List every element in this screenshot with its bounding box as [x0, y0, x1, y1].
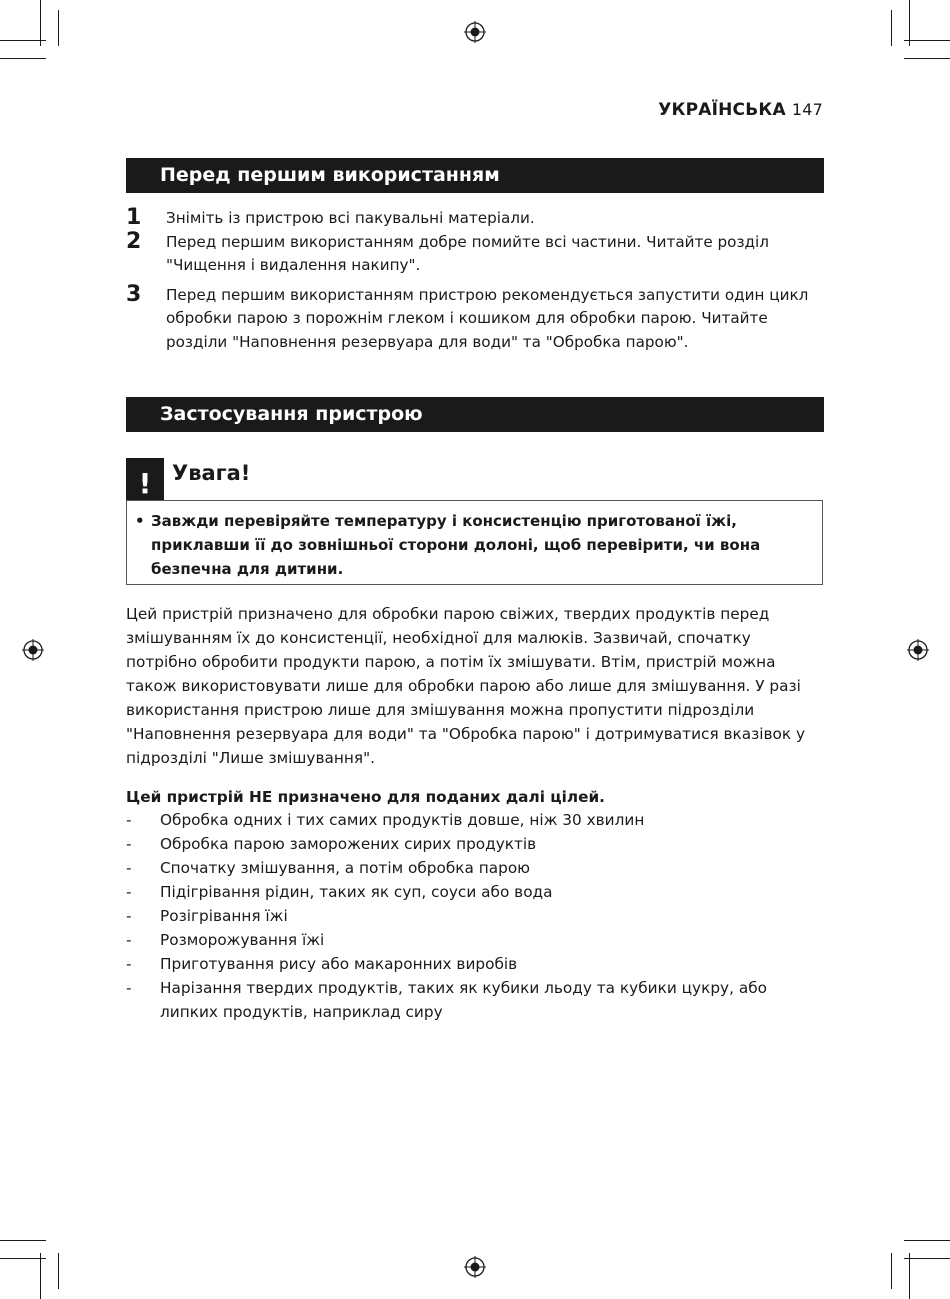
- registration-mark-icon: [464, 1256, 486, 1278]
- intro-paragraph: Цей пристрій призначено для обробки парою свіжих, твердих продуктів перед змішуванням їх до консистенції, необхідної для малюків. Зазвичай, спочатку потрібно обробити продукти парою, а потім їх змішувати. Втім, пристрій можна також використовувати лише для обробки парою або лише для змішування. У разі використання пристрою лише для змішування можна пропустити підрозділи "Наповнення резервуара для води" та "Обробка парою" і дотримуватися вказівок у підрозділі "Лише змішування".: [126, 605, 806, 767]
- list-item-text: Обробка парою заморожених сирих продуктів: [160, 835, 537, 853]
- warning-item: [135, 509, 814, 581]
- crop-mark: [904, 1258, 950, 1259]
- step-item: [126, 281, 826, 355]
- step-item: [126, 207, 826, 231]
- steps-list: [126, 207, 826, 354]
- step-text: Перед першим використанням добре помийте всі частини. Читайте розділ "Чищення і видалення накипу".: [166, 232, 769, 274]
- dash-marker: -: [126, 883, 132, 901]
- dash-marker: -: [126, 931, 132, 949]
- step-text: Зніміть із пристрою всі пакувальні матеріали.: [166, 209, 535, 227]
- step-item: [126, 228, 826, 278]
- crop-mark: [0, 58, 46, 59]
- list-item-text: Розморожування їжі: [160, 931, 325, 949]
- warning-title: Увага!: [172, 461, 251, 485]
- header-language: УКРАЇНСЬКА: [658, 100, 786, 120]
- step-text: Перед першим використанням пристрою рекомендується запустити один цикл обробки парою з порожнім глеком і кошиком для обробки парою. Читайте розділи "Наповнення резервуара для води" та "Обробка парою".: [166, 285, 809, 351]
- section-title-using-appliance: Застосування пристрою: [126, 397, 824, 432]
- dash-marker: -: [126, 955, 132, 973]
- crop-mark: [0, 1240, 46, 1241]
- section-title-before-first-use: Перед першим використанням: [126, 158, 824, 193]
- crop-mark: [909, 1253, 910, 1299]
- crop-mark: [40, 0, 41, 46]
- crop-mark: [909, 0, 910, 46]
- running-header: [658, 100, 823, 120]
- dash-marker: -: [126, 907, 132, 925]
- registration-mark-icon: [22, 639, 44, 661]
- warning-icon: !: [126, 458, 164, 500]
- page-number: 147: [791, 100, 823, 119]
- crop-mark: [904, 1240, 950, 1241]
- list-item: [126, 928, 826, 952]
- crop-mark: [904, 58, 950, 59]
- registration-mark-icon: [464, 21, 486, 43]
- list-item-text: Обробка одних і тих самих продуктів довше, ніж 30 хвилин: [160, 811, 645, 829]
- dash-marker: -: [126, 979, 132, 997]
- step-number: 2: [126, 228, 142, 254]
- dash-marker: -: [126, 859, 132, 877]
- bullet-icon: •: [135, 512, 145, 530]
- list-item-text: Приготування рису або макаронних виробів: [160, 955, 518, 973]
- warning-box: [126, 500, 823, 585]
- list-item: [126, 856, 826, 880]
- list-item-text: Розігрівання їжі: [160, 907, 288, 925]
- crop-mark: [904, 40, 950, 41]
- list-heading: Цей пристрій НЕ призначено для поданих далі цілей.: [126, 788, 605, 806]
- crop-mark: [58, 1253, 59, 1289]
- step-number: 3: [126, 281, 142, 307]
- list-item: [126, 880, 826, 904]
- crop-mark: [891, 10, 892, 46]
- not-intended-list: [126, 808, 826, 1024]
- crop-mark: [58, 10, 59, 46]
- crop-mark: [40, 1253, 41, 1299]
- step-number: 1: [126, 205, 142, 230]
- dash-marker: -: [126, 835, 132, 853]
- registration-mark-icon: [907, 639, 929, 661]
- list-item: [126, 832, 826, 856]
- dash-marker: -: [126, 811, 132, 829]
- list-item: [126, 976, 826, 1024]
- crop-mark: [891, 1253, 892, 1289]
- list-item: [126, 952, 826, 976]
- list-item: [126, 904, 826, 928]
- list-item: [126, 808, 826, 832]
- warning-text: Завжди перевіряйте температуру і консистенцію приготованої їжі, приклавши її до зовнішньої сторони долоні, щоб перевірити, чи вона безпечна для дитини.: [151, 512, 761, 578]
- list-item-text: Підігрівання рідин, таких як суп, соуси або вода: [160, 883, 553, 901]
- list-item-text: Нарізання твердих продуктів, таких як кубики льоду та кубики цукру, або липких продуктів, наприклад сиру: [160, 979, 767, 1021]
- list-item-text: Спочатку змішування, а потім обробка парою: [160, 859, 531, 877]
